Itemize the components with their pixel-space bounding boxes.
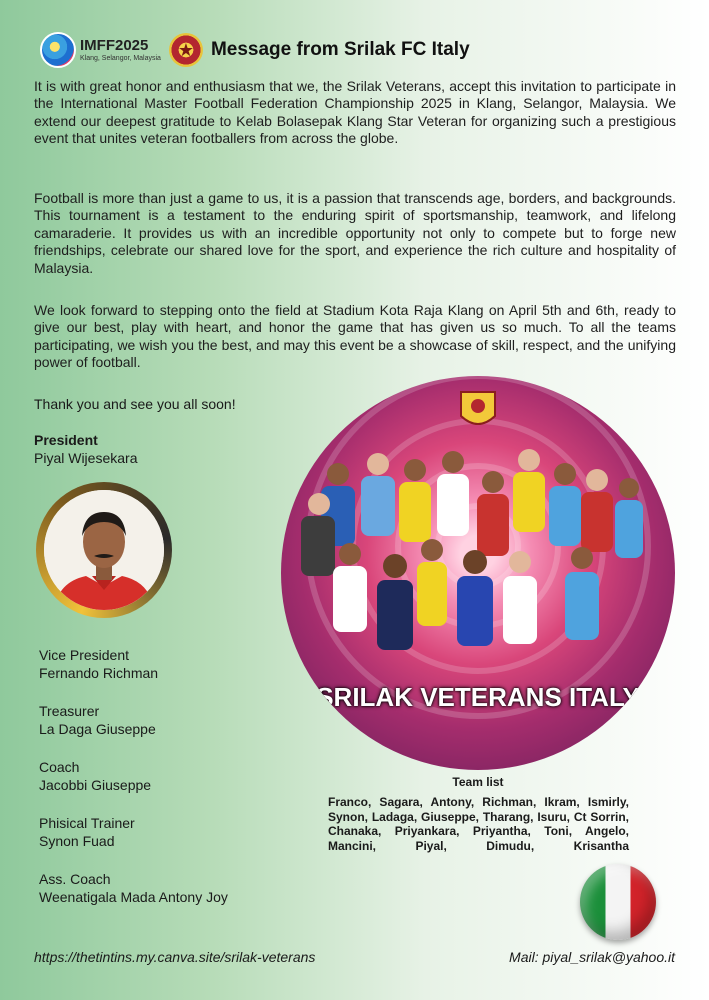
officer-role: Phisical Trainer — [39, 815, 135, 831]
officer-name: Jacobbi Giuseppe — [39, 777, 152, 793]
team-photo — [281, 376, 675, 770]
team-banner: SRILAK VETERANS ITALY — [316, 682, 640, 712]
officer-role: Coach — [39, 759, 80, 775]
officer-name: Synon Fuad — [39, 833, 115, 849]
club-crest-small-icon — [461, 392, 495, 424]
italy-flag-icon — [580, 864, 656, 940]
president-portrait — [36, 482, 172, 618]
president-name: Piyal Wijesekara — [34, 450, 138, 466]
imff-logo-title: IMFF2025 — [80, 37, 149, 54]
team-list-title: Team list — [452, 775, 504, 789]
page-header — [40, 30, 470, 70]
officer-role: Treasurer — [39, 703, 100, 719]
imff-logo-icon — [40, 32, 76, 68]
team-list: Franco, Sagara, Antony, Richman, Ikram, Ismirly, Synon, Ladaga, Giuseppe, Tharang, Isuru, Ct Sorrin, Chanaka, Priyankara, Priyantha, Toni, Angelo, Mancini, Piyal, Dimudu, Krisantha — [328, 795, 629, 853]
officer-role: Ass. Coach — [39, 871, 111, 887]
officer-name: Fernando Richman — [39, 665, 159, 681]
president-title: President — [34, 432, 98, 448]
officer-vice-president — [39, 646, 228, 682]
officer-name: La Daga Giuseppe — [39, 721, 156, 737]
portrait-illustration — [44, 490, 164, 610]
imff-logo-text — [80, 38, 161, 62]
closing-line: Thank you and see you all soon! — [34, 396, 236, 412]
page-title: Message from Srilak FC Italy — [210, 39, 470, 60]
paragraph-stadium: We look forward to stepping onto the field at Stadium Kota Raja Klang on April 5th and 6th, ready to give our best, play with heart, and honor the game that has given us so much. To all the teams participating, we wish you the best, and may this event be a showcase of skill, respect, and the unifying power of football. — [34, 302, 676, 371]
paragraph-passion: Football is more than just a game to us, it is a passion that transcends age, borders, and backgrounds. This tournament is a testament to the enduring spirit of sportsmanship, teamwork, and lifelong camaraderie. It provides us with an incredible opportunity not only to compete but to forge new friendships, celebrate our shared love for the sport, and experience the rich culture and hospitality of Malaysia. — [34, 190, 676, 276]
officer-role: Vice President — [39, 647, 130, 663]
officer-treasurer — [39, 702, 228, 738]
officer-assistant-coach — [39, 870, 228, 906]
players-group — [301, 449, 643, 650]
paragraph-intro: It is with great honor and enthusiasm that we, the Srilak Veterans, accept this invitation to participate in the International Master Football Federation Championship 2025 in Klang, Selangor, Malaysia. We extend our deepest gratitude to Kelab Bolasepak Klang Star Veteran for organizing such a prestigious event that unites veteran footballers from across the globe. — [34, 78, 676, 147]
website-link[interactable]: https://thetintins.my.canva.site/srilak-veterans — [34, 949, 316, 965]
imff-logo-subtitle: Klang, Selangor, Malaysia — [80, 55, 161, 62]
officer-name: Weenatigala Mada Antony Joy — [39, 889, 228, 905]
officers-list — [39, 646, 228, 926]
officer-physical-trainer — [39, 814, 228, 850]
officer-coach — [39, 758, 228, 794]
club-crest-icon: ★ — [169, 33, 203, 67]
contact-email[interactable]: Mail: piyal_srilak@yahoo.it — [509, 949, 675, 965]
